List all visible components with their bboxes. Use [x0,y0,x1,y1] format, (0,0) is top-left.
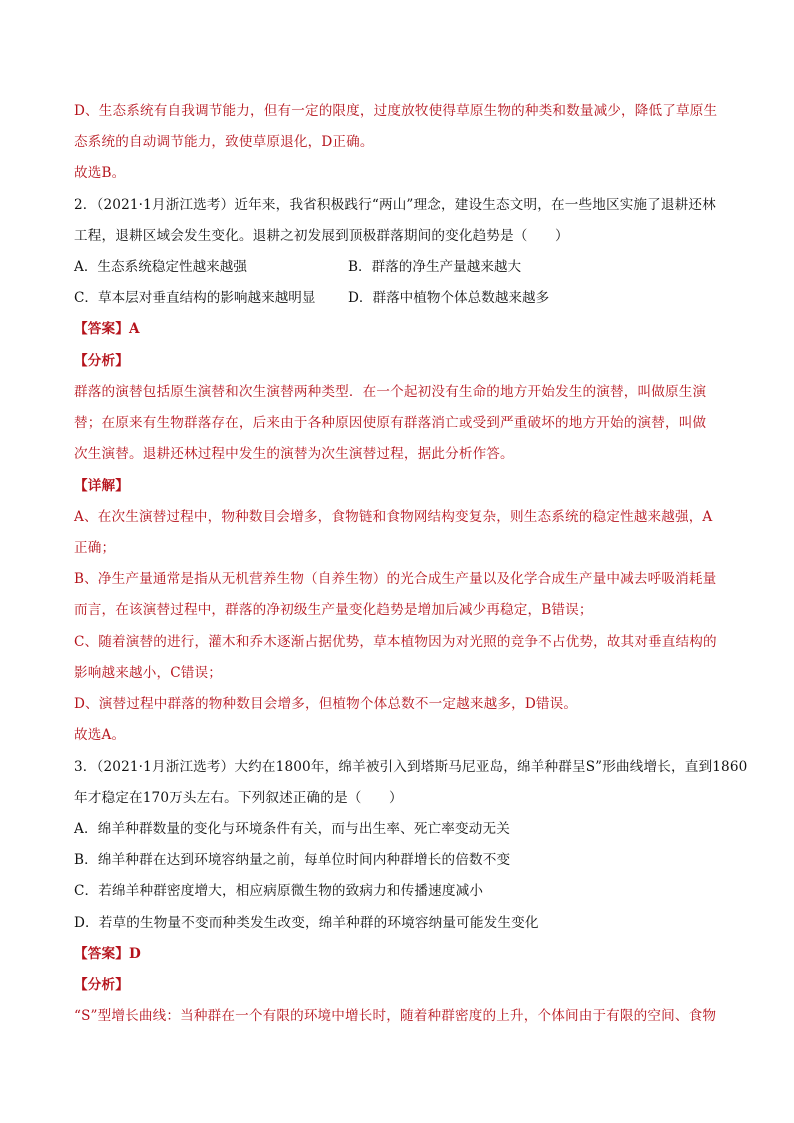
question-3-stem: 3．（2021·1月浙江选考）大约在1800年，绵羊被引入到塔斯马尼亚岛，绵羊种群呈S”形曲线增长，直到1860 [74,759,748,775]
answer-heading: 【答案】D [74,946,141,962]
text-line: D、生态系统有自我调节能力，但有一定的限度，过度放牧使得草原生物的种类和数量减少，降低了草原生 [74,103,718,119]
option-c: C．若绵羊种群密度增大，相应病原微生物的致病力和传播速度减小 [74,883,484,899]
option-a: A．生态系统稳定性越来越强 [74,259,247,275]
option-c: C．草本层对垂直结构的影响越来越明显 [74,290,316,306]
option-b: B．群落的净生产量越来越大 [348,259,522,275]
text-line: B、净生产量通常是指从无机营养生物（自养生物）的光合成生产量以及化学合成生产量中减去呼吸消耗量 [74,571,717,587]
answer-heading: 【答案】A [74,321,140,337]
option-d: D．若草的生物量不变而种类发生改变，绵羊种群的环境容纳量可能发生变化 [74,915,539,931]
text-line: 影响越来越小，C错误； [74,665,222,681]
text-line: 故选B。 [74,165,126,181]
question-3-stem: 年才稳定在170万头左右。下列叙述正确的是（ ） [74,790,403,806]
option-a: A．绵羊种群数量的变化与环境条件有关，而与出生率、死亡率变动无关 [74,821,511,837]
text-line: A、在次生演替过程中，物种数目会增多，食物链和食物网结构变复杂，则生态系统的稳定性越来越强，A [74,509,713,525]
question-2-stem: 工程，退耕区域会发生变化。退耕之初发展到顶极群落期间的变化趋势是（ ） [74,228,569,244]
option-b: B．绵羊种群在达到环境容纳量之前，每单位时间内种群增长的倍数不变 [74,852,511,868]
text-line: 态系统的自动调节能力，致使草原退化，D正确。 [74,134,374,150]
text-line: C、随着演替的进行，灌木和乔木逐渐占据优势，草本植物因为对光照的竞争不占优势，故其对垂直结构的 [74,634,717,650]
text-line: 群落的演替包括原生演替和次生演替两种类型．在一个起初没有生命的地方开始发生的演替，叫做原生演 [74,384,707,400]
text-line: 正确； [74,540,116,556]
question-2-stem: 2．（2021·1月浙江选考）近年来，我省积极践行“两山”理念，建设生态文明，在一些地区实施了退耕还林 [74,197,716,213]
detail-heading: 【详解】 [74,478,129,494]
text-line: “S”型增长曲线：当种群在一个有限的环境中增长时，随着种群密度的上升，个体间由于有限的空间、食物 [74,1008,717,1024]
text-line: 替；在原来有生物群落存在，后来由于各种原因使原有群落消亡或受到严重破坏的地方开始的演替，叫做 [74,415,707,431]
analysis-heading: 【分析】 [74,977,129,993]
analysis-heading: 【分析】 [74,353,129,369]
text-line: D、演替过程中群落的物种数目会增多，但植物个体总数不一定越来越多，D错误。 [74,696,578,712]
text-line: 次生演替。退耕还林过程中发生的演替为次生演替过程，据此分析作答。 [74,446,514,462]
option-d: D．群落中植物个体总数越来越多 [348,290,550,306]
text-line: 故选A。 [74,727,126,743]
text-line: 而言，在该演替过程中，群落的净初级生产量变化趋势是增加后减少再稳定，B错误； [74,602,593,618]
